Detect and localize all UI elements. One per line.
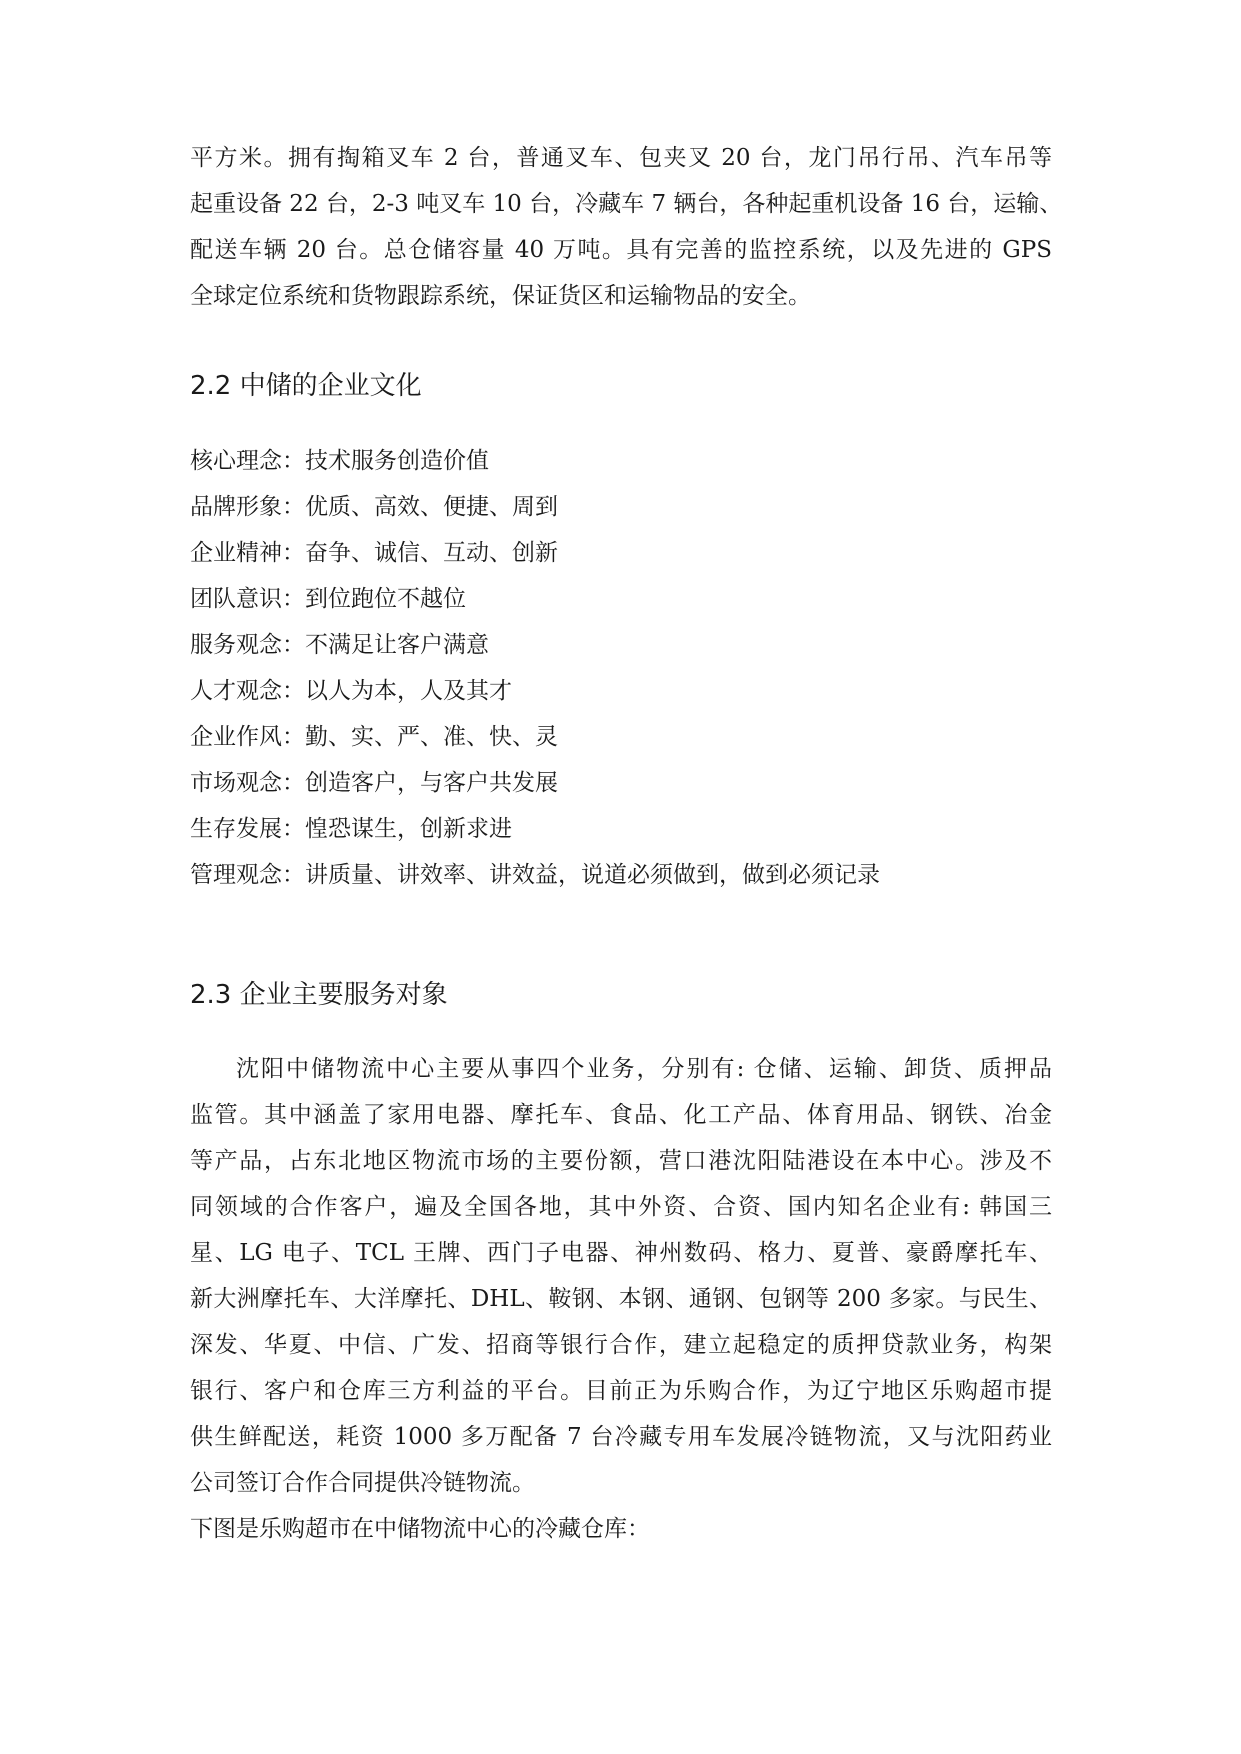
section-2-3-paragraph-line-4: 同领域的合作客户，遍及全国各地，其中外资、合资、国内知名企业有: 韩国三 — [190, 1194, 1052, 1220]
culture-item-management-concept: 管理观念：讲质量、讲效率、讲效益，说道必须做到，做到必须记录 — [190, 862, 880, 888]
section-2-3-paragraph-line-8: 银行、客户和仓库三方利益的平台。目前正为乐购合作，为辽宁地区乐购超市提 — [190, 1378, 1052, 1404]
section-2-2-heading: 2.2 中储的企业文化 — [190, 371, 422, 401]
culture-item-talent-concept: 人才观念：以人为本，人及其才 — [190, 678, 512, 704]
section-2-3-paragraph-line-3: 等产品，占东北地区物流市场的主要份额，营口港沈阳陆港设在本中心。涉及不 — [190, 1148, 1052, 1174]
culture-item-market-concept: 市场观念：创造客户，与客户共发展 — [190, 770, 558, 796]
section-2-3-paragraph-line-7: 深发、华夏、中信、广发、招商等银行合作，建立起稳定的质押贷款业务，构架 — [190, 1332, 1052, 1358]
culture-item-work-style: 企业作风：勤、实、严、准、快、灵 — [190, 724, 558, 750]
intro-paragraph-line-2: 起重设备 22 台，2-3 吨叉车 10 台，冷藏车 7 辆台，各种起重机设备 16 台，运输、 — [190, 191, 1063, 217]
section-2-3-paragraph-line-10: 公司签订合作合同提供冷链物流。 — [190, 1470, 535, 1496]
culture-item-service-concept: 服务观念：不满足让客户满意 — [190, 632, 489, 658]
section-2-3-paragraph-line-1: 沈阳中储物流中心主要从事四个业务，分别有: 仓储、运输、卸货、质押品 — [236, 1056, 1052, 1082]
intro-paragraph-line-3: 配送车辆 20 台。总仓储容量 40 万吨。具有完善的监控系统，以及先进的 GPS — [190, 237, 1052, 263]
figure-intro-text: 下图是乐购超市在中储物流中心的冷藏仓库： — [190, 1516, 650, 1542]
section-2-3-heading: 2.3 企业主要服务对象 — [190, 980, 448, 1010]
culture-item-survival-development: 生存发展：惶恐谋生，创新求进 — [190, 816, 512, 842]
culture-item-team-awareness: 团队意识：到位跑位不越位 — [190, 586, 466, 612]
section-2-3-paragraph-line-6: 新大洲摩托车、大洋摩托、DHL、鞍钢、本钢、通钢、包钢等 200 多家。与民生、 — [190, 1286, 1052, 1312]
section-2-3-paragraph-line-2: 监管。其中涵盖了家用电器、摩托车、食品、化工产品、体育用品、钢铁、冶金 — [190, 1102, 1052, 1128]
intro-paragraph-line-4: 全球定位系统和货物跟踪系统，保证货区和运输物品的安全。 — [190, 283, 811, 309]
culture-item-corporate-spirit: 企业精神：奋争、诚信、互动、创新 — [190, 540, 558, 566]
intro-paragraph-line-1: 平方米。拥有掏箱叉车 2 台，普通叉车、包夹叉 20 台，龙门吊行吊、汽车吊等 — [190, 145, 1052, 171]
culture-item-brand-image: 品牌形象：优质、高效、便捷、周到 — [190, 494, 558, 520]
section-2-3-paragraph-line-9: 供生鲜配送，耗资 1000 多万配备 7 台冷藏专用车发展冷链物流，又与沈阳药业 — [190, 1424, 1052, 1450]
section-2-3-paragraph-line-5: 星、LG 电子、TCL 王牌、西门子电器、神州数码、格力、夏普、豪爵摩托车、 — [190, 1240, 1052, 1266]
culture-item-core-philosophy: 核心理念：技术服务创造价值 — [190, 448, 489, 474]
